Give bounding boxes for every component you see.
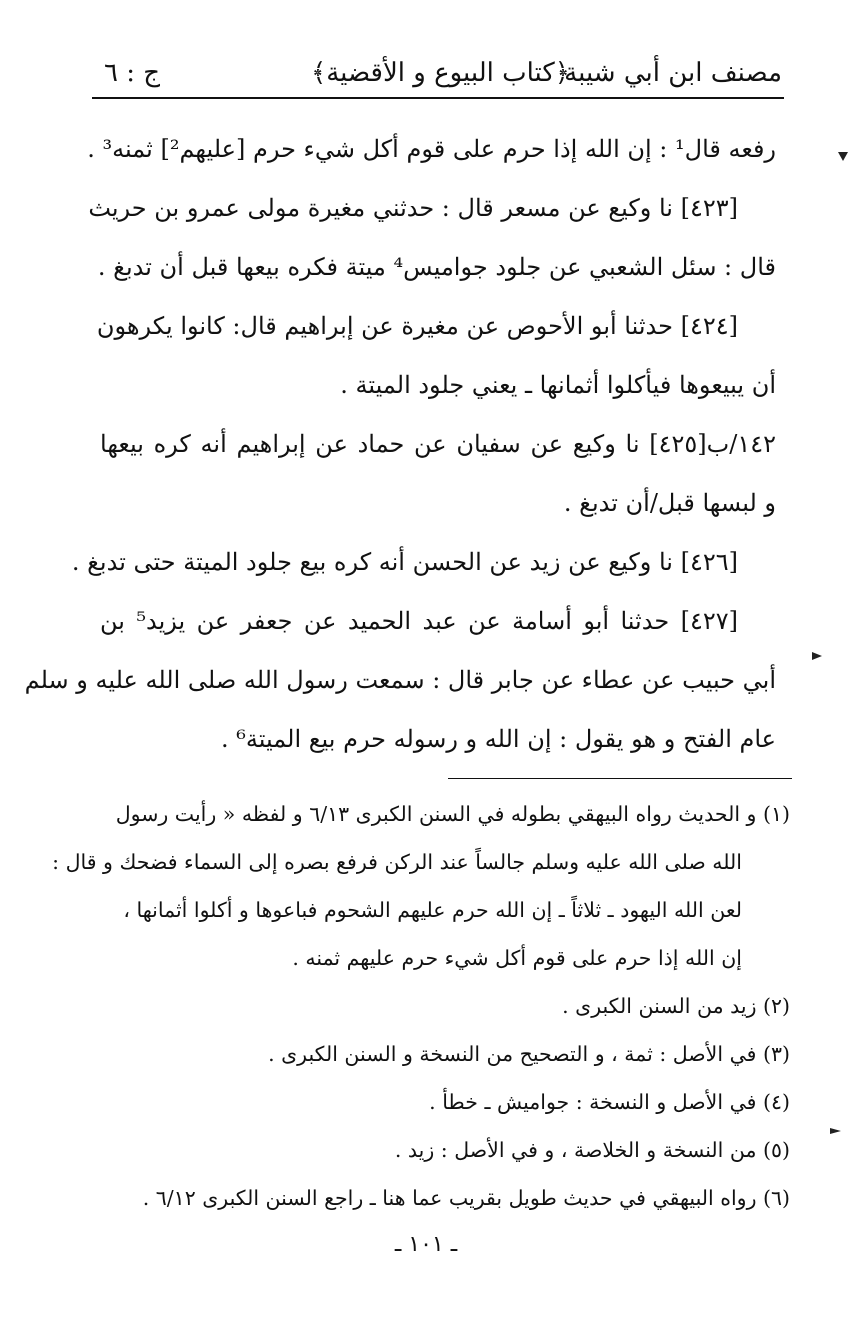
- footnote-line: (١) و الحديث رواه البيهقي بطوله في السنن الكبرى ٦/١٣ و لفظه « رأيت رسول: [115, 802, 790, 826]
- main-text: [24, 120, 776, 769]
- text-line: ١٤٢/ب[٤٢٥] نا وكيع عن سفيان عن حماد عن إبراهيم أنه كره بيعها: [100, 430, 776, 458]
- text-line: [٤٢٣] نا وكيع عن مسعر قال : حدثني مغيرة مولى عمرو بن حريث: [88, 194, 738, 222]
- footnotes: [52, 790, 790, 1222]
- footnote-line: (٦) رواه البيهقي في حديث طويل بقريب عما هنا ـ راجع السنن الكبرى ٦/١٢ .: [142, 1186, 790, 1210]
- text-line: رفعه قال¹ : إن الله إذا حرم على قوم أكل شيء حرم [عليهم²] ثمنه³ .: [87, 135, 776, 163]
- text-line: [٤٢٧] حدثنا أبو أسامة عن عبد الحميد عن جعفر عن يزيد⁵ بن: [100, 607, 738, 635]
- header-chapter-title: ﴿كتاب البيوع و الأقضية﴾: [310, 58, 570, 88]
- footnote-line: لعن الله اليهود ـ ثلاثاً ـ إن الله حرم عليهم الشحوم فباعوها و أكلوا أثمانها ،: [123, 898, 742, 922]
- text-line: أبي حبيب عن عطاء عن جابر قال : سمعت رسول الله صلى الله عليه و سلم: [24, 666, 776, 694]
- footnote-line: الله صلى الله عليه وسلم جالساً عند الركن فرفع بصره إلى السماء فضحك و قال :: [52, 850, 742, 874]
- footnote-line: (٢) زيد من السنن الكبرى .: [562, 994, 790, 1018]
- text-line: و لبسها قبل/أن تدبغ .: [563, 489, 776, 517]
- text-line: عام الفتح و هو يقول : إن الله و رسوله حرم بيع الميتة⁶ .: [221, 725, 776, 753]
- text-line: [٤٢٤] حدثنا أبو الأحوص عن مغيرة عن إبراهيم قال: كانوا يكرهون: [96, 312, 738, 340]
- header-volume: ج : ٦: [104, 58, 161, 88]
- scan-mark: [838, 152, 848, 161]
- footnote-line: (٣) في الأصل : ثمة ، و التصحيح من النسخة و السنن الكبرى .: [268, 1042, 790, 1066]
- footnote-line: إن الله إذا حرم على قوم أكل شيء حرم عليهم ثمنه .: [292, 946, 742, 970]
- header-book-title: مصنف ابن أبي شيبة: [564, 58, 782, 88]
- page-number: ـ ١٠١ ـ: [394, 1232, 458, 1257]
- footnote-line: (٤) في الأصل و النسخة : جواميش ـ خطأ .: [429, 1090, 790, 1114]
- footnote-line: (٥) من النسخة و الخلاصة ، و في الأصل : زيد .: [394, 1138, 790, 1162]
- text-line: قال : سئل الشعبي عن جلود جواميس⁴ ميتة فكره بيعها قبل أن تدبغ .: [97, 253, 776, 281]
- footnote-rule: [448, 778, 792, 779]
- scan-mark: [812, 652, 822, 660]
- running-header: [92, 54, 782, 96]
- scan-mark: [830, 1128, 841, 1134]
- text-line: [٤٢٦] نا وكيع عن زيد عن الحسن أنه كره بيع جلود الميتة حتى تدبغ .: [71, 548, 738, 576]
- text-line: أن يبيعوها فيأكلوا أثمانها ـ يعني جلود الميتة .: [340, 371, 776, 399]
- header-rule: [92, 97, 784, 99]
